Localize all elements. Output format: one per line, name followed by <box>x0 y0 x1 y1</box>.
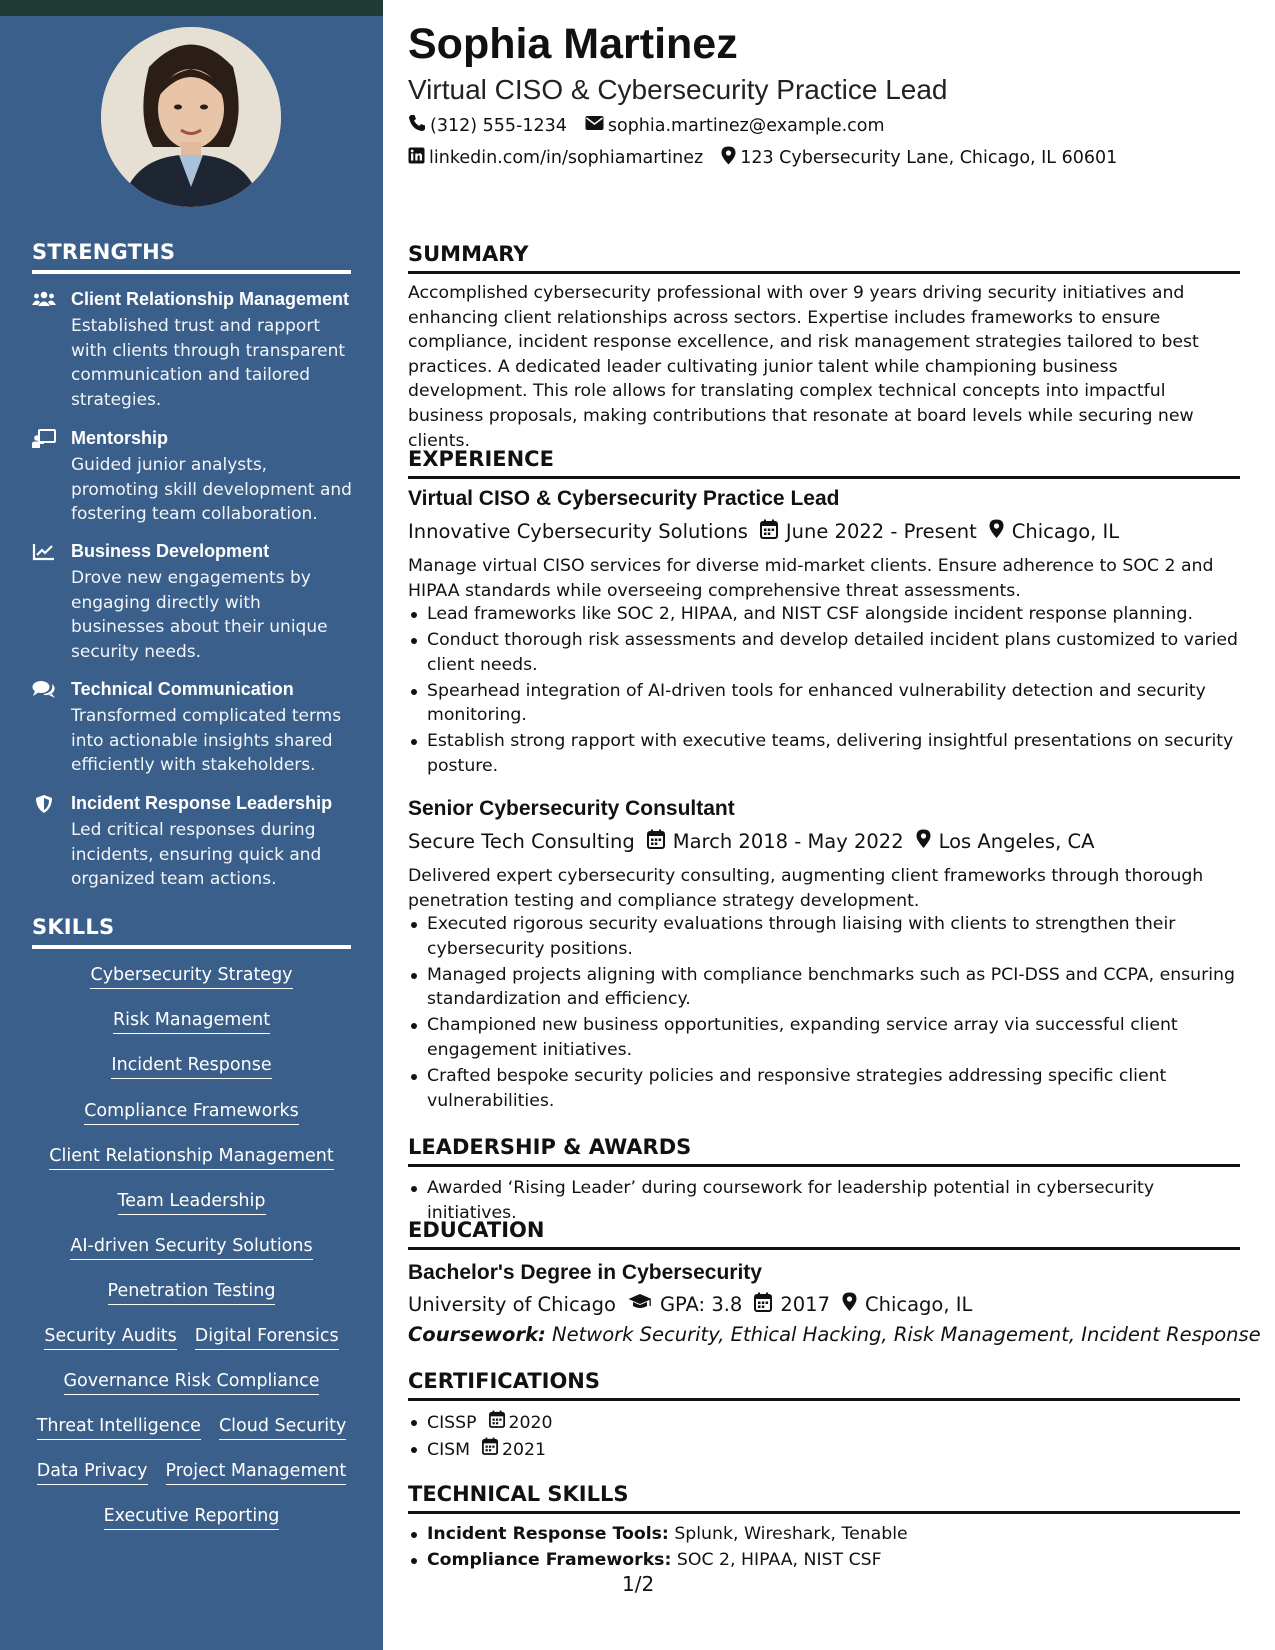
list-item: Executed rigorous security evaluations through liaising with clients to strengthen their cybersecurity positions. <box>408 912 1240 961</box>
job-title: Senior Cybersecurity Consultant <box>408 797 735 820</box>
cert-name: CISM <box>427 1439 471 1460</box>
tech-skill-label: Compliance Frameworks: <box>427 1550 672 1571</box>
linkedin-link[interactable]: linkedin.com/in/sophiamartinez <box>429 148 704 168</box>
list-item: Spearhead integration of AI-driven tools for enhanced vulnerability detection and security monitoring. <box>408 679 1240 728</box>
calendar-icon <box>748 519 786 544</box>
degree-title: Bachelor's Degree in Cybersecurity <box>408 1261 762 1284</box>
education-meta <box>408 1292 972 1317</box>
chart-line-icon <box>32 542 56 562</box>
skill-tag: Digital Forensics <box>195 1326 339 1350</box>
job-meta <box>408 519 1119 544</box>
job-dates: June 2022 - Present <box>785 520 977 543</box>
candidate-name: Sophia Martinez <box>408 20 738 68</box>
skills-heading: SKILLS <box>32 915 351 949</box>
certifications-heading: CERTIFICATIONS <box>408 1369 1240 1401</box>
strength-title: Technical Communication <box>71 679 294 699</box>
strengths-heading: STRENGTHS <box>32 240 351 274</box>
shield-icon <box>32 794 56 814</box>
skill-tag: Cybersecurity Strategy <box>90 965 292 989</box>
education-location: Chicago, IL <box>864 1293 973 1316</box>
map-marker-icon <box>977 519 1012 544</box>
skill-tag: Incident Response <box>111 1055 271 1079</box>
strength-description: Led critical responses during incidents, ensuring quick and organized team actions. <box>71 820 322 889</box>
map-marker-icon <box>904 829 939 854</box>
job-bullets <box>408 602 1240 780</box>
page-number: 1/2 <box>622 1572 655 1596</box>
list-item <box>408 1437 1240 1463</box>
job-dates: March 2018 - May 2022 <box>672 830 904 853</box>
job-location: Los Angeles, CA <box>938 830 1095 853</box>
tech-skill-label: Incident Response Tools: <box>427 1524 669 1544</box>
candidate-title: Virtual CISO & Cybersecurity Practice Lead <box>408 74 948 105</box>
strength-description: Transformed complicated terms into actionable insights shared efficiently with stakeholders. <box>71 706 342 775</box>
calendar-icon <box>470 1437 502 1463</box>
experience-heading: EXPERIENCE <box>408 447 1240 479</box>
calendar-icon <box>742 1292 780 1317</box>
contact-row <box>408 146 1117 170</box>
skill-tag: Client Relationship Management <box>49 1146 334 1170</box>
sidebar-top-band <box>0 0 383 16</box>
profile-photo <box>101 27 281 207</box>
skill-tag: Cloud Security <box>219 1416 346 1440</box>
list-item: Conduct thorough risk assessments and develop detailed incident plans customized to varied client needs. <box>408 628 1240 677</box>
skill-tag: Project Management <box>166 1461 347 1485</box>
calendar-icon <box>635 829 673 854</box>
job-location: Chicago, IL <box>1011 520 1120 543</box>
company-name: Secure Tech Consulting <box>408 830 635 853</box>
company-name: Innovative Cybersecurity Solutions <box>408 520 748 543</box>
technical-skills-list <box>408 1522 1240 1574</box>
certifications-list <box>408 1410 1240 1464</box>
users-icon <box>32 290 56 310</box>
skill-tag: Penetration Testing <box>108 1281 276 1305</box>
job-summary: Delivered expert cybersecurity consulting, augmenting client frameworks through thorough penetration testing and compliance strategy development. <box>408 866 1204 911</box>
strength-title: Business Development <box>71 541 270 561</box>
job-title: Virtual CISO & Cybersecurity Practice Lead <box>408 487 840 510</box>
address-text: 123 Cybersecurity Lane, Chicago, IL 60601 <box>740 148 1118 168</box>
job-summary: Manage virtual CISO services for diverse mid-market clients. Ensure adherence to SOC 2 and HIPAA standards while overseeing comprehensive threat assessments. <box>408 556 1214 601</box>
list-item: Lead frameworks like SOC 2, HIPAA, and NIST CSF alongside incident response planning. <box>408 602 1240 627</box>
skill-tag: Data Privacy <box>37 1461 148 1485</box>
map-marker-icon <box>830 1292 865 1317</box>
linkedin-icon <box>408 147 429 169</box>
skill-tag: AI-driven Security Solutions <box>70 1236 312 1260</box>
strength-description: Guided junior analysts, promoting skill development and fostering team collaboration. <box>71 455 352 524</box>
cert-year: 2020 <box>508 1412 553 1433</box>
skill-tag: Security Audits <box>44 1326 176 1350</box>
skill-tag: Executive Reporting <box>104 1506 280 1530</box>
email-link[interactable]: sophia.martinez@example.com <box>607 115 885 136</box>
list-item <box>408 1522 1240 1547</box>
gpa-text: GPA: 3.8 <box>659 1293 743 1316</box>
education-heading: EDUCATION <box>408 1218 1240 1250</box>
map-marker-icon <box>721 146 740 170</box>
chalkboard-teacher-icon <box>32 429 56 449</box>
skill-tag: Compliance Frameworks <box>84 1101 299 1125</box>
strength-title: Mentorship <box>71 428 168 448</box>
strength-title: Incident Response Leadership <box>71 793 333 813</box>
comments-icon <box>32 680 56 700</box>
list-item: Championed new business opportunities, expanding service array via successful client engagement initiatives. <box>408 1013 1240 1062</box>
job-meta <box>408 829 1094 854</box>
strength-description: Established trust and rapport with clients through transparent communication and tailored strategies. <box>71 316 346 410</box>
cert-name: CISSP <box>427 1412 477 1433</box>
job-bullets <box>408 912 1240 1115</box>
cert-year: 2021 <box>502 1439 547 1460</box>
phone-icon <box>408 114 430 137</box>
skill-tag: Risk Management <box>113 1010 270 1034</box>
strength-description: Drove new engagements by engaging directly with businesses about their unique security needs. <box>71 568 328 662</box>
coursework-text: Network Security, Ethical Hacking, Risk Management, Incident Response <box>552 1323 1261 1346</box>
graduation-cap-icon <box>616 1293 660 1316</box>
calendar-icon <box>477 1410 509 1436</box>
strength-title: Client Relationship Management <box>71 289 350 309</box>
tech-skill-value: Splunk, Wireshark, Tenable <box>674 1524 908 1544</box>
graduation-year: 2017 <box>780 1293 830 1316</box>
list-item: Awarded ‘Rising Leader’ during coursework for leadership potential in cybersecurity initiatives. <box>408 1176 1240 1225</box>
sidebar <box>0 0 383 1650</box>
summary-heading: SUMMARY <box>408 242 1240 274</box>
list-item <box>408 1548 1240 1573</box>
envelope-icon <box>585 115 608 136</box>
skill-tag: Threat Intelligence <box>37 1416 201 1440</box>
list-item <box>408 1410 1240 1436</box>
school-name: University of Chicago <box>408 1293 616 1316</box>
list-item: Crafted bespoke security policies and responsive strategies addressing specific client vulnerabilities. <box>408 1064 1240 1113</box>
technical-skills-heading: TECHNICAL SKILLS <box>408 1482 1240 1514</box>
skill-tag: Team Leadership <box>118 1191 266 1215</box>
phone-text: (312) 555-1234 <box>430 115 567 136</box>
list-item: Establish strong rapport with executive teams, delivering insightful presentations on security posture. <box>408 729 1240 778</box>
coursework-line <box>408 1323 1261 1346</box>
skill-tag: Governance Risk Compliance <box>64 1371 320 1395</box>
contact-row <box>408 114 885 137</box>
leadership-heading: LEADERSHIP & AWARDS <box>408 1135 1240 1167</box>
coursework-label: Coursework: <box>408 1323 546 1346</box>
list-item: Managed projects aligning with compliance benchmarks such as PCI-DSS and CCPA, ensuring standardization and efficiency. <box>408 963 1240 1012</box>
summary-text: Accomplished cybersecurity professional with over 9 years driving security initiatives and enhancing client relationships across sectors. Expertise includes frameworks to ensure compliance, incident response excellence, and risk management strategies tailored to best practices. A dedicated leader cultivating junior talent while championing business development. This role allows for translating complex technical concepts into impactful business proposals, making contributions that resonate at board levels while securing new clients. <box>408 283 1199 451</box>
tech-skill-value: SOC 2, HIPAA, NIST CSF <box>676 1550 882 1571</box>
